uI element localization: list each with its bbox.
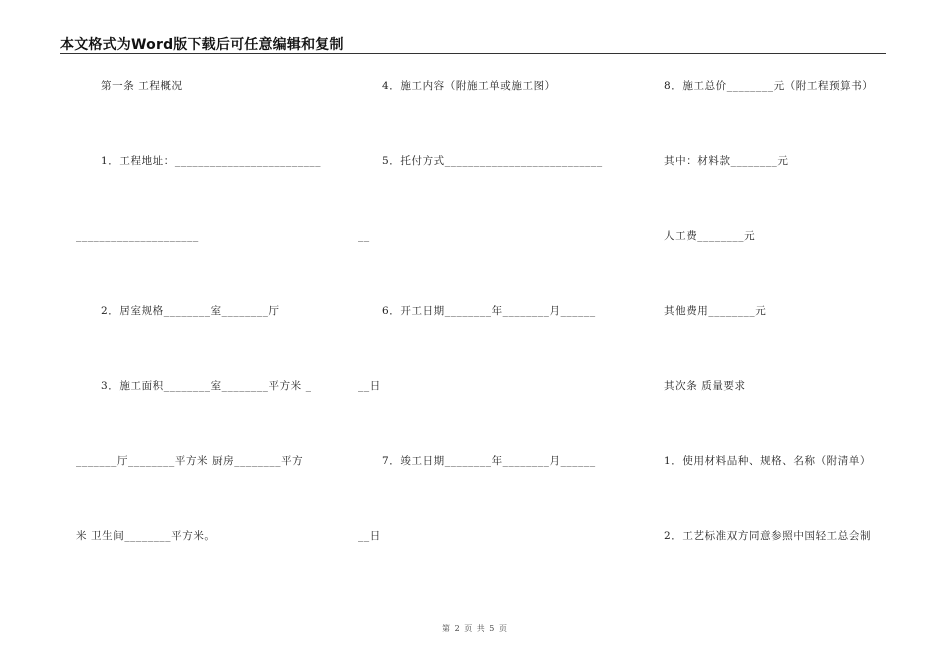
line-room-spec: 2．居室规格________室________厅 [101,305,280,317]
line-other-cost: 其他费用________元 [664,305,767,317]
header-divider [60,53,886,54]
line-materials-spec: 1．使用材料品种、规格、名称（附清单） [664,455,872,467]
line-construction-area: 3．施工面积________室________平方米 _ [101,380,312,392]
line-start-date: 6．开工日期________年________月______ [382,305,596,317]
line-address-continued: _____________________ [76,230,199,242]
document-header-title: 本文格式为Word版下载后可任意编辑和复制 [60,37,344,53]
line-labor-cost: 人工费________元 [664,230,756,242]
line-material-cost: 其中：材料款________元 [664,155,789,167]
line-start-date-day: __日 [358,380,381,392]
line-bathroom-area: 米 卫生间________平方米。 [76,530,216,542]
line-completion-date-day: __日 [358,530,381,542]
line-completion-date: 7．竣工日期________年________月______ [382,455,596,467]
line-process-standard: 2．工艺标准双方同意参照中国轻工总会制 [664,530,872,542]
line-construction-content: 4．施工内容（附施工单或施工图） [382,80,556,92]
line-total-price: 8．施工总价________元（附工程预算书） [664,80,874,92]
section-title-quality-requirements: 其次条 质量要求 [664,380,746,392]
line-project-address: 1．工程地址：_________________________ [101,155,322,167]
line-commission-continued: __ [358,230,370,242]
line-commission-method: 5．托付方式___________________________ [382,155,603,167]
line-hall-kitchen-area: _______厅________平方米 厨房________平方 [76,455,304,467]
section-title-project-overview: 第一条 工程概况 [101,80,183,92]
page-number-footer: 第 2 页 共 5 页 [442,624,508,633]
